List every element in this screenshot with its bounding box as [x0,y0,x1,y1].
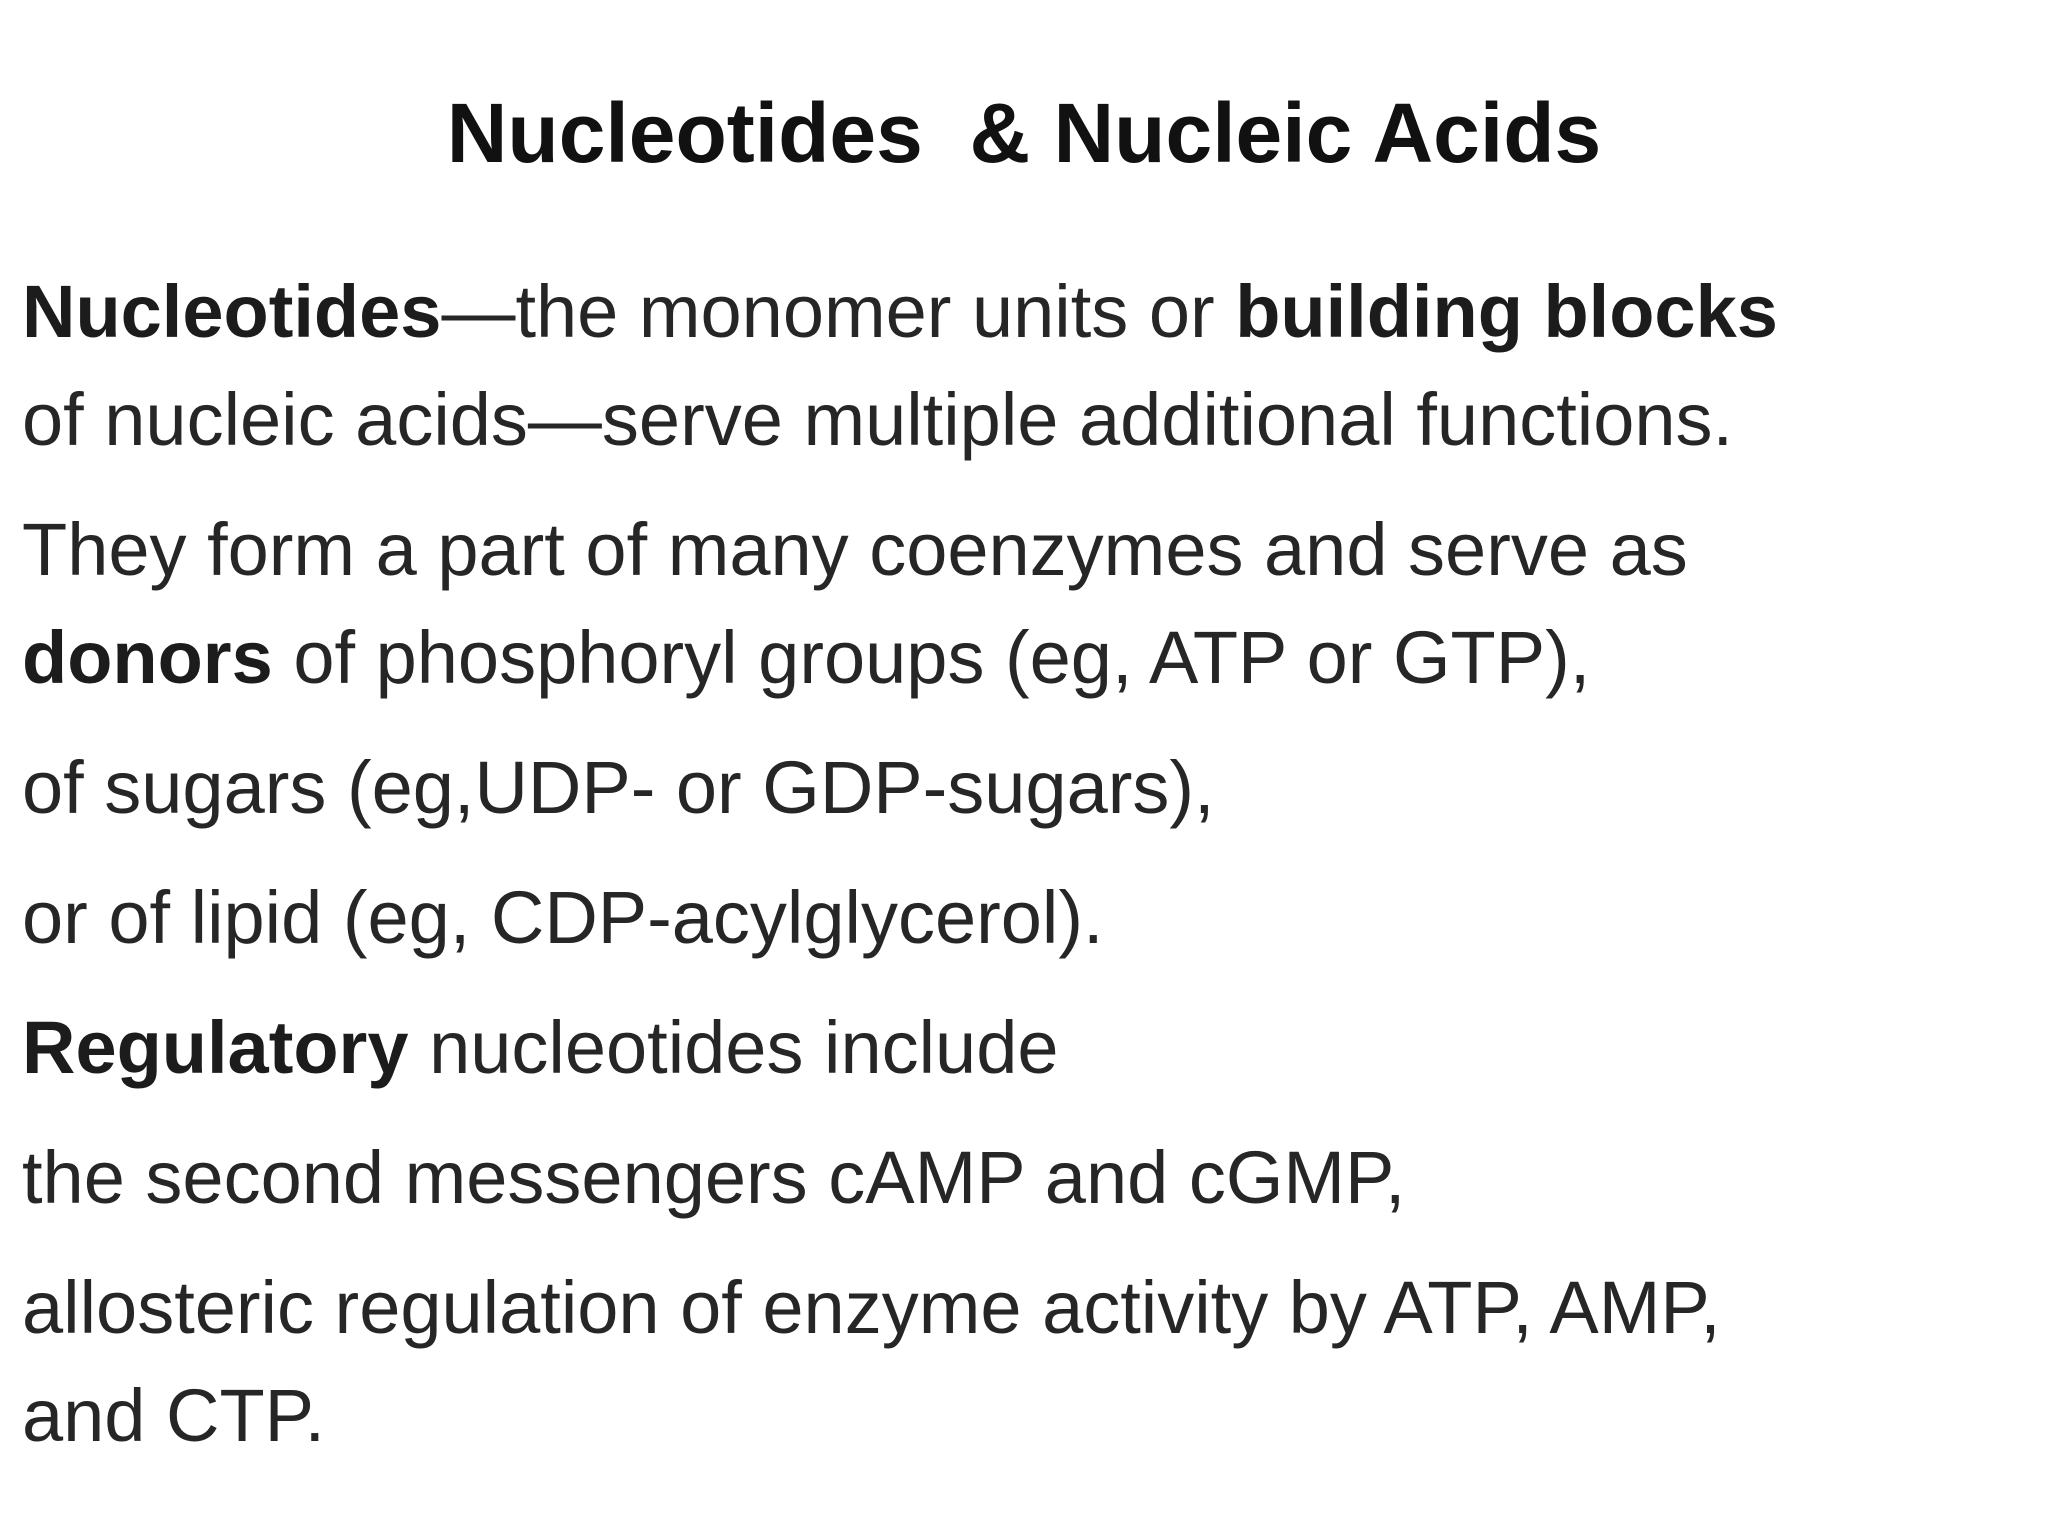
term-building-blocks: building blocks [1235,270,1778,353]
term-nucleotides: Nucleotides [22,270,442,353]
paragraph-line: allosteric regulation of enzyme activity by ATP, AMP, [22,1266,1721,1349]
paragraph-line [22,258,2032,366]
paragraph-regulatory [22,994,2032,1102]
text-run: nucleotides include [408,1006,1059,1089]
text-run: —the monomer units or [441,270,1236,353]
paragraph-lipid: or of lipid (eg, CDP-acylglycerol). [22,876,1104,959]
paragraph-line: They form a part of many coenzymes and serve as [22,508,1688,591]
paragraph-line: of nucleic acids—serve multiple additional functions. [22,378,1734,461]
paragraph-gap [22,1232,2032,1254]
paragraph-gap [22,972,2032,994]
paragraph-nucleotides [22,258,2032,474]
paragraph-second-messengers: the second messengers cAMP and cGMP, [22,1136,1406,1219]
paragraph-line [22,604,2032,712]
text-run: of phosphoryl groups (eg, ATP or GTP), [272,616,1591,699]
term-regulatory: Regulatory [22,1006,409,1089]
paragraph-allosteric [22,1254,2032,1470]
paragraph-gap [22,474,2032,496]
term-donors: donors [22,616,273,699]
paragraph-sugars: of sugars (eg,UDP- or GDP-sugars), [22,746,1215,829]
paragraph-gap [22,1102,2032,1124]
slide-title: Nucleotides & Nucleic Acids [446,86,1602,180]
slide-body [22,258,2032,1470]
paragraph-gap [22,842,2032,864]
paragraph-gap [22,712,2032,734]
paragraph-coenzymes [22,496,2032,712]
paragraph-line: and CTP. [22,1374,326,1457]
